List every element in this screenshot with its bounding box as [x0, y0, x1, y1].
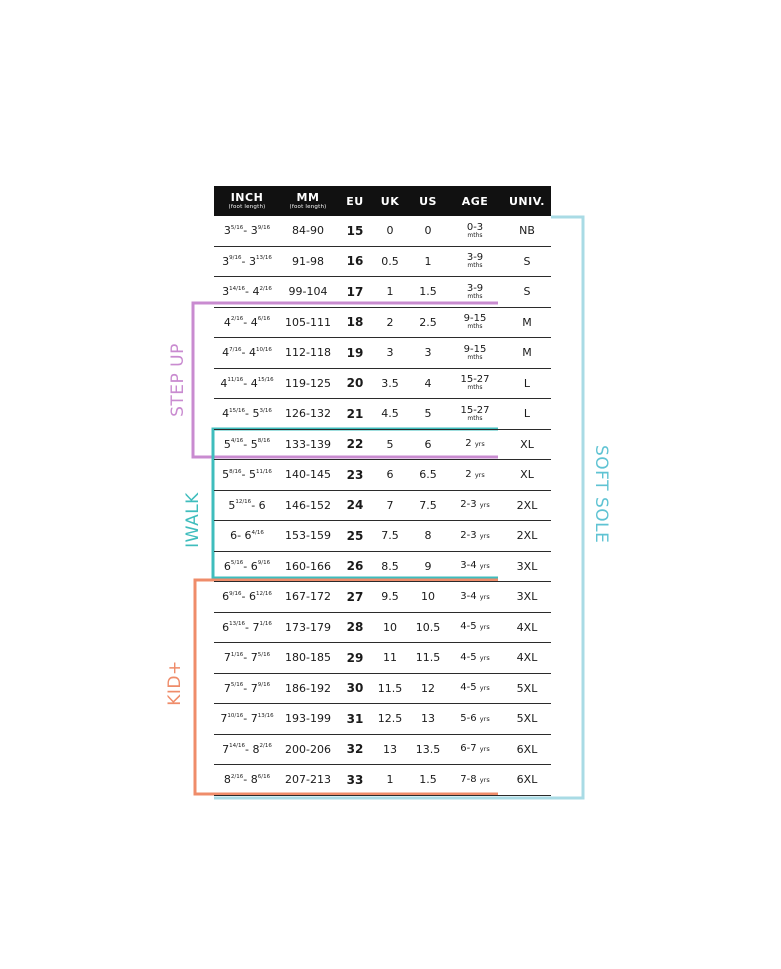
cell-uk: 12.5 [377, 712, 403, 726]
table-row [214, 430, 551, 461]
age-value: 3-9 [466, 252, 484, 264]
inch-fraction-to: 1/16 [259, 621, 272, 628]
cell-age [452, 582, 498, 612]
table-row [214, 735, 551, 766]
inch-fraction-from: 8/16 [229, 468, 242, 475]
inch-fraction-to: 6/16 [257, 316, 271, 323]
age-unit: yrs [474, 470, 485, 479]
cell-age [452, 552, 498, 582]
cell-univ: M [522, 315, 532, 329]
inch-whole-to: - 5 [245, 407, 260, 421]
table-row [214, 338, 551, 369]
cell-univ: 5XL [516, 681, 538, 695]
table-header [214, 186, 551, 216]
age-unit: yrs [474, 440, 485, 449]
header-age [452, 186, 498, 216]
inch-whole-to: - 4 [243, 315, 258, 329]
cell-mm: 200-206 [285, 742, 331, 756]
cell-univ: 3XL [516, 559, 538, 573]
cell-inch [214, 308, 280, 338]
cell-us: 13 [421, 712, 435, 726]
inch-fraction-from: 4/16 [230, 438, 244, 445]
cell-age [452, 247, 498, 277]
inch-fraction-to: 9/16 [257, 224, 271, 231]
cell-uk: 3.5 [381, 376, 399, 390]
age-value: 4-5 yrs [460, 621, 490, 633]
inch-whole-to: - 6 [241, 590, 256, 604]
age-value: 2 yrs [465, 438, 485, 450]
cell-us: 12 [421, 681, 435, 695]
age-value: 15-27 [460, 374, 490, 386]
inch-fraction-from: 1/16 [230, 651, 244, 658]
inch-fraction-from: 7/16 [229, 346, 242, 353]
cell-uk: 1 [386, 773, 394, 787]
cell-uk: 0 [386, 224, 394, 238]
cell-age [452, 308, 498, 338]
cell-univ: L [523, 407, 531, 421]
inch-whole-to: - 5 [243, 437, 258, 451]
cell-us: 7.5 [419, 498, 437, 512]
cell-eu: 20 [346, 376, 364, 391]
inch-whole-from: 3 [222, 285, 230, 299]
age-unit: mths [467, 292, 483, 300]
inch-fraction-from: 9/16 [229, 255, 242, 262]
inch-fraction-to: 4/16 [251, 529, 264, 536]
cell-us: 11.5 [415, 651, 441, 665]
cell-mm: 153-159 [285, 529, 331, 543]
cell-univ: S [523, 285, 531, 299]
cell-age [452, 216, 498, 246]
cell-eu: 30 [346, 681, 364, 696]
inch-fraction-from: 9/16 [229, 590, 242, 597]
cell-mm: 207-213 [285, 773, 331, 787]
cell-univ: XL [520, 468, 534, 482]
cell-inch [214, 491, 280, 521]
cell-inch [214, 399, 280, 429]
table-row [214, 399, 551, 430]
table-row [214, 552, 551, 583]
cell-eu: 31 [346, 711, 364, 726]
table-row [214, 704, 551, 735]
inch-fraction-to: 10/16 [255, 346, 272, 353]
cell-eu: 28 [346, 620, 364, 635]
table-row [214, 216, 551, 247]
inch-fraction-to: 2/16 [259, 743, 272, 750]
cell-mm: 119-125 [285, 376, 331, 390]
cell-inch [214, 704, 280, 734]
inch-fraction-from: 11/16 [227, 377, 244, 384]
header-univ [506, 186, 548, 216]
age-value: 2-3 yrs [460, 499, 490, 511]
inch-fraction-from: 5/16 [230, 682, 244, 689]
inch-whole-from: 3 [222, 254, 230, 268]
cell-us: 6.5 [419, 468, 437, 482]
header-uk [374, 186, 406, 216]
inch-whole-from: 4 [220, 376, 228, 390]
cell-univ: XL [520, 437, 534, 451]
cell-uk: 1 [386, 285, 394, 299]
inch-fraction-to: 12/16 [255, 590, 272, 597]
header-eu [340, 186, 370, 216]
inch-whole-from: 5 [223, 437, 231, 451]
age-unit: yrs [479, 684, 490, 693]
inch-fraction-to: 3/16 [259, 407, 272, 414]
header-inch-label: INCH [230, 190, 264, 204]
cell-univ: 4XL [516, 620, 538, 634]
inch-whole-from: 4 [223, 315, 231, 329]
cell-univ: 3XL [516, 590, 538, 604]
age-unit: mths [467, 323, 483, 331]
inch-whole-to: - 5 [241, 468, 256, 482]
cell-mm: 91-98 [292, 254, 324, 268]
cell-age [452, 460, 498, 490]
cell-mm: 160-166 [285, 559, 331, 573]
inch-whole-from: 7 [220, 712, 228, 726]
age-value: 3-4 yrs [460, 590, 490, 602]
inch-fraction-to: 6/16 [257, 773, 271, 780]
cell-mm: 167-172 [285, 590, 331, 604]
cell-age [452, 491, 498, 521]
cell-univ: 5XL [516, 712, 538, 726]
cell-mm: 186-192 [285, 681, 331, 695]
cell-eu: 24 [346, 498, 364, 513]
cell-mm: 126-132 [285, 407, 331, 421]
inch-whole-from: 5 [222, 468, 230, 482]
age-unit: yrs [479, 623, 490, 632]
inch-whole-to: - 4 [243, 376, 258, 390]
inch-whole-to: - 6 [251, 498, 266, 512]
cell-us: 5 [424, 407, 432, 421]
cell-inch [214, 277, 280, 307]
inch-fraction-from: 10/16 [227, 712, 244, 719]
cell-us: 1.5 [419, 285, 437, 299]
cell-uk: 5 [386, 437, 394, 451]
inch-fraction-from: 2/16 [230, 773, 244, 780]
inch-whole-from: 8 [223, 773, 231, 787]
cell-age [452, 674, 498, 704]
inch-whole-from: 6 [230, 529, 238, 543]
cell-eu: 17 [346, 284, 364, 299]
cell-us: 9 [424, 559, 432, 573]
cell-eu: 22 [346, 437, 364, 452]
inch-whole-to: - 4 [245, 285, 260, 299]
age-value: 3-9 [466, 282, 484, 294]
age-value: 0-3 [466, 221, 484, 233]
age-unit: mths [467, 353, 483, 361]
cell-us: 8 [424, 529, 432, 543]
inch-fraction-from: 15/16 [229, 407, 246, 414]
table-row [214, 277, 551, 308]
kid-plus-label: KID+ [165, 660, 185, 706]
inch-fraction-from: 2/16 [230, 316, 244, 323]
cell-mm: 146-152 [285, 498, 331, 512]
cell-eu: 27 [346, 589, 364, 604]
inch-whole-from: 4 [222, 407, 230, 421]
cell-mm: 193-199 [285, 712, 331, 726]
age-unit: mths [467, 384, 483, 392]
cell-eu: 25 [346, 528, 364, 543]
inch-fraction-from: 5/16 [230, 560, 244, 567]
cell-inch [214, 369, 280, 399]
cell-us: 13.5 [415, 742, 441, 756]
inch-fraction-to: 9/16 [257, 560, 271, 567]
header-mm-label: MM [296, 190, 320, 204]
cell-inch [214, 613, 280, 643]
cell-univ: 6XL [516, 773, 538, 787]
inch-whole-from: 6 [223, 559, 231, 573]
cell-inch [214, 735, 280, 765]
cell-uk: 7.5 [381, 529, 399, 543]
cell-age [452, 613, 498, 643]
table-row [214, 521, 551, 552]
cell-uk: 11 [383, 651, 397, 665]
cell-uk: 6 [386, 468, 394, 482]
cell-uk: 9.5 [381, 590, 399, 604]
cell-age [452, 277, 498, 307]
cell-inch [214, 643, 280, 673]
table-row [214, 369, 551, 400]
inch-whole-from: 7 [223, 651, 231, 665]
table-row [214, 674, 551, 705]
header-us [412, 186, 444, 216]
cell-uk: 10 [383, 620, 397, 634]
cell-eu: 18 [346, 315, 364, 330]
age-unit: mths [467, 262, 483, 270]
cell-us: 10.5 [415, 620, 441, 634]
inch-fraction-from: 14/16 [229, 285, 246, 292]
age-unit: yrs [479, 592, 490, 601]
cell-eu: 16 [346, 254, 364, 269]
age-unit: mths [467, 231, 483, 239]
cell-eu: 19 [346, 345, 364, 360]
table-row [214, 613, 551, 644]
age-unit: yrs [479, 745, 490, 754]
cell-age [452, 735, 498, 765]
inch-whole-to: - 3 [241, 254, 256, 268]
table-row [214, 582, 551, 613]
inch-whole-to: - 4 [241, 346, 256, 360]
cell-inch [214, 430, 280, 460]
inch-fraction-from: 12/16 [235, 499, 252, 506]
cell-univ: M [522, 346, 532, 360]
age-unit: yrs [479, 714, 490, 723]
cell-mm: 180-185 [285, 651, 331, 665]
cell-inch [214, 338, 280, 368]
inch-whole-to: - 6 [243, 559, 258, 573]
cell-age [452, 704, 498, 734]
cell-us: 1.5 [419, 773, 437, 787]
age-unit: yrs [479, 653, 490, 662]
soft-sole-label: SOFT SOLE [591, 445, 611, 544]
cell-eu: 23 [346, 467, 364, 482]
inch-whole-to: - 6 [237, 529, 252, 543]
cell-age [452, 338, 498, 368]
inch-fraction-to: 5/16 [257, 651, 271, 658]
inch-whole-to: - 8 [245, 742, 260, 756]
inch-fraction-from: 14/16 [229, 743, 246, 750]
inch-whole-from: 3 [223, 224, 231, 238]
cell-eu: 29 [346, 650, 364, 665]
cell-univ: 2XL [516, 498, 538, 512]
inch-fraction-to: 15/16 [257, 377, 274, 384]
inch-fraction-to: 8/16 [257, 438, 271, 445]
cell-mm: 133-139 [285, 437, 331, 451]
inch-whole-from: 7 [222, 742, 230, 756]
inch-whole-from: 4 [222, 346, 230, 360]
cell-inch [214, 674, 280, 704]
cell-age [452, 430, 498, 460]
cell-univ: 4XL [516, 651, 538, 665]
inch-whole-to: - 7 [245, 620, 260, 634]
cell-univ: 6XL [516, 742, 538, 756]
cell-univ: 2XL [516, 529, 538, 543]
cell-us: 1 [424, 254, 432, 268]
cell-mm: 173-179 [285, 620, 331, 634]
cell-age [452, 399, 498, 429]
age-value: 9-15 [463, 313, 487, 325]
inch-fraction-from: 13/16 [229, 621, 246, 628]
age-value: 7-8 yrs [460, 773, 490, 785]
cell-us: 3 [424, 346, 432, 360]
cell-inch [214, 521, 280, 551]
inch-fraction-to: 2/16 [259, 285, 272, 292]
cell-uk: 0.5 [381, 254, 399, 268]
age-value: 9-15 [463, 343, 487, 355]
header-mm [280, 186, 336, 216]
age-value: 2-3 yrs [460, 529, 490, 541]
inch-whole-to: - 7 [243, 651, 258, 665]
cell-us: 2.5 [419, 315, 437, 329]
cell-inch [214, 552, 280, 582]
cell-mm: 105-111 [285, 315, 331, 329]
header-age-label: AGE [461, 194, 489, 208]
table-row [214, 491, 551, 522]
cell-age [452, 369, 498, 399]
cell-us: 0 [424, 224, 432, 238]
table-row [214, 765, 551, 796]
iwalk-label: IWALK [183, 492, 203, 548]
header-eu-label: EU [346, 194, 364, 208]
age-unit: yrs [479, 775, 490, 784]
cell-inch [214, 247, 280, 277]
inch-whole-from: 5 [228, 498, 236, 512]
cell-age [452, 765, 498, 795]
table-row [214, 308, 551, 339]
age-unit: yrs [479, 531, 490, 540]
age-value: 5-6 yrs [460, 712, 490, 724]
cell-inch [214, 216, 280, 246]
cell-uk: 2 [386, 315, 394, 329]
table-row [214, 460, 551, 491]
cell-mm: 84-90 [292, 224, 324, 238]
inch-fraction-to: 11/16 [255, 468, 272, 475]
table-row [214, 643, 551, 674]
cell-inch [214, 460, 280, 490]
cell-uk: 8.5 [381, 559, 399, 573]
inch-whole-from: 6 [222, 620, 230, 634]
cell-eu: 32 [346, 742, 364, 757]
table-row [214, 247, 551, 278]
cell-eu: 21 [346, 406, 364, 421]
age-value: 2 yrs [465, 468, 485, 480]
cell-univ: S [523, 254, 531, 268]
inch-whole-to: - 3 [243, 224, 258, 238]
cell-mm: 99-104 [288, 285, 328, 299]
cell-us: 10 [421, 590, 435, 604]
inch-fraction-to: 13/16 [257, 712, 274, 719]
cell-uk: 4.5 [381, 407, 399, 421]
header-univ-label: UNIV. [508, 194, 545, 208]
age-value: 3-4 yrs [460, 560, 490, 572]
cell-mm: 140-145 [285, 468, 331, 482]
inch-whole-to: - 8 [243, 773, 258, 787]
inch-fraction-to: 13/16 [255, 255, 272, 262]
cell-us: 4 [424, 376, 432, 390]
age-unit: yrs [479, 562, 490, 571]
cell-age [452, 521, 498, 551]
cell-uk: 3 [386, 346, 394, 360]
header-inch [214, 186, 280, 216]
header-inch-sub: (foot length) [228, 203, 266, 210]
header-mm-sub: (foot length) [289, 203, 327, 210]
cell-eu: 33 [346, 772, 364, 787]
inch-fraction-from: 5/16 [230, 224, 244, 231]
cell-uk: 7 [386, 498, 394, 512]
age-value: 4-5 yrs [460, 651, 490, 663]
age-value: 6-7 yrs [460, 743, 490, 755]
cell-age [452, 643, 498, 673]
age-value: 4-5 yrs [460, 682, 490, 694]
inch-fraction-to: 9/16 [257, 682, 271, 689]
age-unit: mths [467, 414, 483, 422]
step-up-label: STEP UP [168, 343, 188, 417]
inch-whole-to: - 7 [243, 712, 258, 726]
cell-mm: 112-118 [285, 346, 331, 360]
header-uk-label: UK [380, 194, 400, 208]
cell-inch [214, 582, 280, 612]
cell-us: 6 [424, 437, 432, 451]
cell-uk: 11.5 [377, 681, 403, 695]
cell-eu: 15 [346, 223, 364, 238]
age-value: 15-27 [460, 404, 490, 416]
cell-univ: NB [519, 224, 535, 238]
cell-uk: 13 [383, 742, 397, 756]
inch-whole-to: - 7 [243, 681, 258, 695]
header-us-label: US [419, 194, 437, 208]
age-unit: yrs [479, 501, 490, 510]
cell-inch [214, 765, 280, 795]
cell-eu: 26 [346, 559, 364, 574]
inch-whole-from: 7 [223, 681, 231, 695]
cell-univ: L [523, 376, 531, 390]
inch-whole-from: 6 [222, 590, 230, 604]
